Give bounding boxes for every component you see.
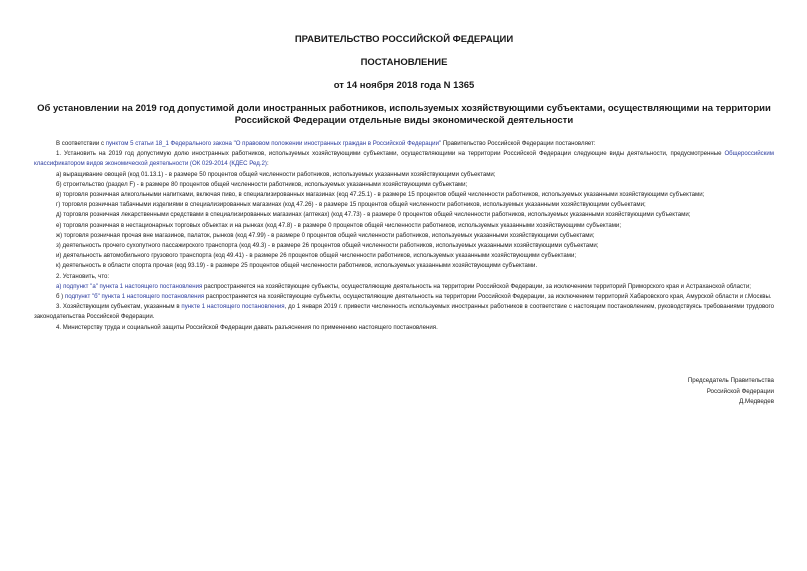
subparagraph-a-link[interactable]: а) подпункт "а" пункта 1 настоящего постановления — [56, 282, 203, 290]
paragraph-1-link[interactable]: пункте 1 настоящего постановления — [181, 303, 285, 311]
document-body — [34, 139, 774, 333]
signature-block — [574, 376, 774, 408]
document-title: Об установлении на 2019 год допустимой доли иностранных работников, используемых хозяйствующими субъектами, осуществляющими на территории Российской Федерации отдельные виды экономической деятельности — [37, 103, 771, 126]
government-name: ПРАВИТЕЛЬСТВО РОССИЙСКОЙ ФЕДЕРАЦИИ — [294, 34, 514, 45]
document-type: ПОСТАНОВЛЕНИЕ — [360, 57, 448, 68]
item-3: 3. Хозяйствующим субъектам, указанным в пункте 1 настоящего постановления, до 1 января 2019 г. привести численность используемых иностранных работников в соответствие с настоящим постановлением, руководствуясь требованиями трудового законодательства Российской Федерации. — [34, 303, 775, 321]
item-2-a: а) подпункт "а" пункта 1 настоящего постановления распространяется на хозяйствующие субъекты, осуществляющие деятельность на территории Российской Федерации, за исключением территорий Приморского края и Астраханской области; — [56, 282, 751, 290]
item-1: 1. Установить на 2019 год допустимую долю иностранных работников, используемых хозяйствующими субъектами, осуществляющими на территории Российской Федерации следующие виды деятельности, предусмотренные Общероссийским классификатором видов экономической деятельности (ОК 029-2014 (КДЕС Ред.2): — [34, 150, 774, 168]
subitem-z: з) деятельность прочего сухопутного пассажирского транспорта (код 49.3) - в размере 26 процентов общей численности работников, используемых указанными хозяйствующими субъектами; — [56, 242, 599, 250]
item-2-b: б ) подпункт "б" пункта 1 настоящего постановления распространяется на хозяйствующие субъекты, осуществляющие деятельность на территории Российской Федерации, за исключением территорий Хабаровского края, Амурской области и г.Москвы. — [56, 293, 772, 301]
item-4: 4. Министерству труда и социальной защиты Российской Федерации давать разъяснения по применению настоящего постановления. — [56, 323, 438, 331]
subitem-g: г) торговля розничная табачными изделиями в специализированных магазинах (код 47.26) - в размере 15 процентов общей численности работников, используемых указанными хозяйствующими субъектами; — [56, 201, 646, 209]
document-page — [34, 34, 775, 405]
item-2-heading: 2. Установить, что: — [56, 272, 110, 280]
signature-organization: Российской Федерации — [706, 387, 774, 395]
subparagraph-b-link[interactable]: подпункт "б" пункта 1 настоящего постановления — [64, 293, 205, 301]
signature-name: Д.Медведев — [739, 398, 774, 405]
preamble: В соответствии с пунктом 5 статьи 18_1 Федерального закона "О правовом положении иностранных граждан в Российской Федерации" Правительство Российской Федерации постановляет: — [56, 140, 596, 147]
okved-classifier-link[interactable]: Общероссийским классификатором видов экономической деятельности (ОК 029-2014 (КДЕС Ред.2) — [34, 150, 774, 168]
subitem-i: и) деятельность автомобильного грузового транспорта (код 49.41) - в размере 26 процентов общей численности работников, используемых указанными хозяйствующими субъектами; — [56, 252, 577, 260]
federal-law-link[interactable]: пунктом 5 статьи 18_1 Федерального закона "О правовом положении иностранных граждан в Российской Федерации" — [105, 140, 442, 147]
subitem-b: б) строительство (раздел F) - в размере 80 процентов общей численности работников, используемых указанными хозяйствующими субъектами; — [56, 180, 468, 188]
signature-position: Председатель Правительства — [687, 377, 774, 384]
subitem-v: в) торговля розничная алкогольными напитками, включая пиво, в специализированных магазинах (код 47.25.1) - в размере 15 процентов общей численности работников, используемых указанными хозяйствующими субъектами; — [56, 191, 705, 199]
subitem-k: к) деятельность в области спорта прочая (код 93.19) - в размере 25 процентов общей численности работников, используемых указанными хозяйствующими субъектами. — [56, 262, 538, 270]
subitem-zh: ж) торговля розничная прочая вне магазинов, палаток, рынков (код 47.99) - в размере 0 процентов общей численности работников, используемых указанными хозяйствующими субъектами; — [56, 231, 595, 239]
subitem-e: е) торговля розничная в нестационарных торговых объектах и на рынках (код 47.8) - в размере 0 процентов общей численности работников, используемых указанными хозяйствующими субъектами; — [56, 221, 622, 229]
date-number: от 14 ноября 2018 года N 1365 — [333, 80, 475, 91]
subitem-d: д) торговля розничная лекарственными средствами в специализированных магазинах (аптеках) (код 47.73) - в размере 0 процентов общей численности работников, используемых указанными хозяйствующими субъектами; — [56, 211, 691, 219]
subitem-a: а) выращивание овощей (код 01.13.1) - в размере 50 процентов общей численности работников, используемых указанными хозяйствующими субъектами; — [56, 170, 496, 178]
